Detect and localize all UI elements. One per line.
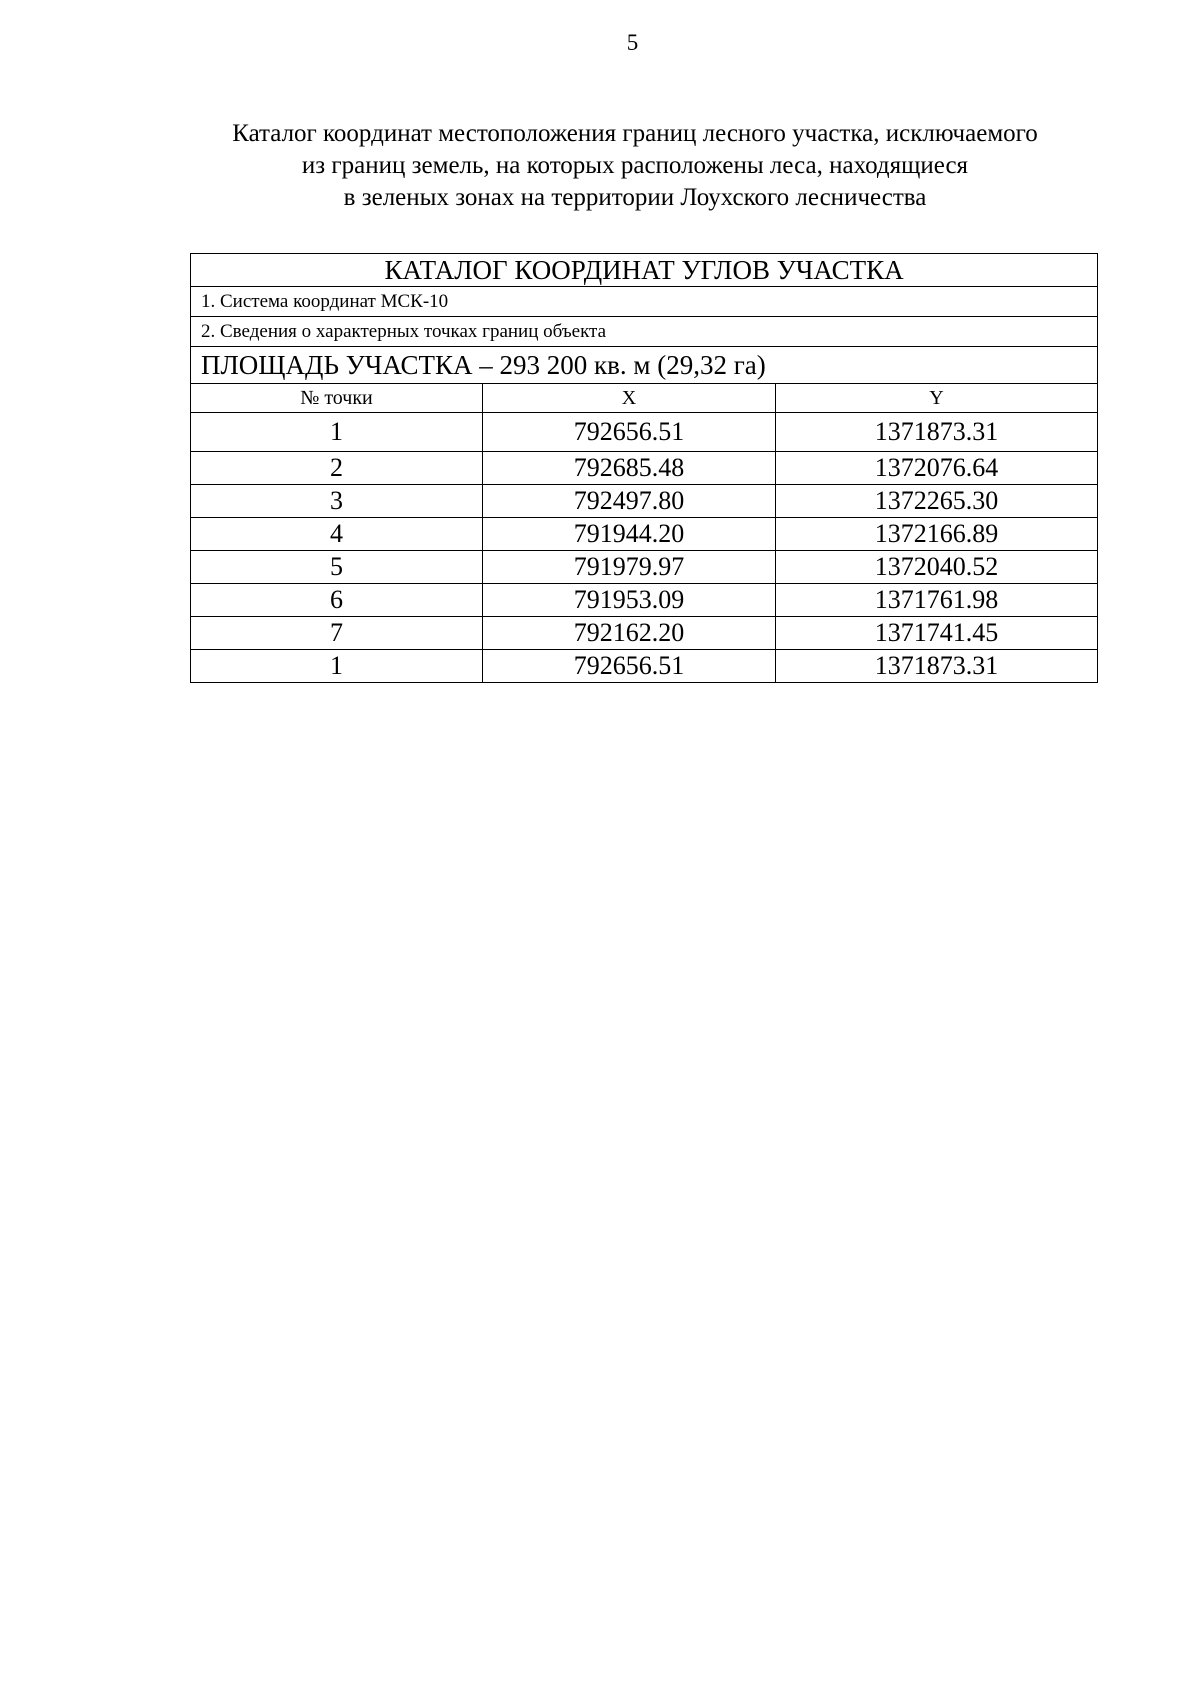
table-row xyxy=(191,413,1098,452)
cell-y: 1372265.30 xyxy=(776,485,1098,518)
coordinate-system-row xyxy=(191,287,1098,317)
document-title-line: из границ земель, на которых расположены леса, находящиеся xyxy=(301,152,969,179)
column-header-point: № точки xyxy=(191,384,483,413)
cell-point: 3 xyxy=(191,485,483,518)
column-header-row xyxy=(191,384,1098,413)
table-heading: КАТАЛОГ КООРДИНАТ УГЛОВ УЧАСТКА xyxy=(191,254,1098,287)
column-header-y: Y xyxy=(776,384,1098,413)
cell-point: 2 xyxy=(191,452,483,485)
table-row xyxy=(191,518,1098,551)
table-row xyxy=(191,485,1098,518)
cell-point: 1 xyxy=(191,650,483,683)
document-title-line: Каталог координат местоположения границ лесного участка, исключаемого xyxy=(232,120,1038,147)
coordinates-catalog-table xyxy=(190,253,1098,683)
table-heading-row xyxy=(191,254,1098,287)
column-header-x: X xyxy=(483,384,776,413)
document-title xyxy=(130,118,1140,214)
points-info-row xyxy=(191,317,1098,347)
area-text: ПЛОЩАДЬ УЧАСТКА – 293 200 кв. м (29,32 га) xyxy=(191,347,1098,384)
cell-y: 1371873.31 xyxy=(776,413,1098,452)
cell-x: 792162.20 xyxy=(483,617,776,650)
cell-x: 792685.48 xyxy=(483,452,776,485)
table-row xyxy=(191,650,1098,683)
cell-x: 791944.20 xyxy=(483,518,776,551)
cell-x: 792656.51 xyxy=(483,413,776,452)
points-info-text: 2. Сведения о характерных точках границ объекта xyxy=(191,317,1098,347)
cell-x: 792656.51 xyxy=(483,650,776,683)
cell-y: 1371873.31 xyxy=(776,650,1098,683)
table-row xyxy=(191,452,1098,485)
cell-point: 4 xyxy=(191,518,483,551)
coordinate-system-text: 1. Система координат МСК-10 xyxy=(191,287,1098,317)
page-number: 5 xyxy=(626,30,639,55)
cell-y: 1372076.64 xyxy=(776,452,1098,485)
cell-y: 1371761.98 xyxy=(776,584,1098,617)
table-row xyxy=(191,584,1098,617)
cell-point: 6 xyxy=(191,584,483,617)
area-row xyxy=(191,347,1098,384)
table-row xyxy=(191,617,1098,650)
cell-y: 1372166.89 xyxy=(776,518,1098,551)
cell-point: 5 xyxy=(191,551,483,584)
cell-y: 1371741.45 xyxy=(776,617,1098,650)
cell-y: 1372040.52 xyxy=(776,551,1098,584)
table-row xyxy=(191,551,1098,584)
cell-point: 7 xyxy=(191,617,483,650)
document-title-line: в зеленых зонах на территории Лоухского лесничества xyxy=(343,184,927,211)
cell-x: 791953.09 xyxy=(483,584,776,617)
cell-x: 791979.97 xyxy=(483,551,776,584)
cell-x: 792497.80 xyxy=(483,485,776,518)
cell-point: 1 xyxy=(191,413,483,452)
